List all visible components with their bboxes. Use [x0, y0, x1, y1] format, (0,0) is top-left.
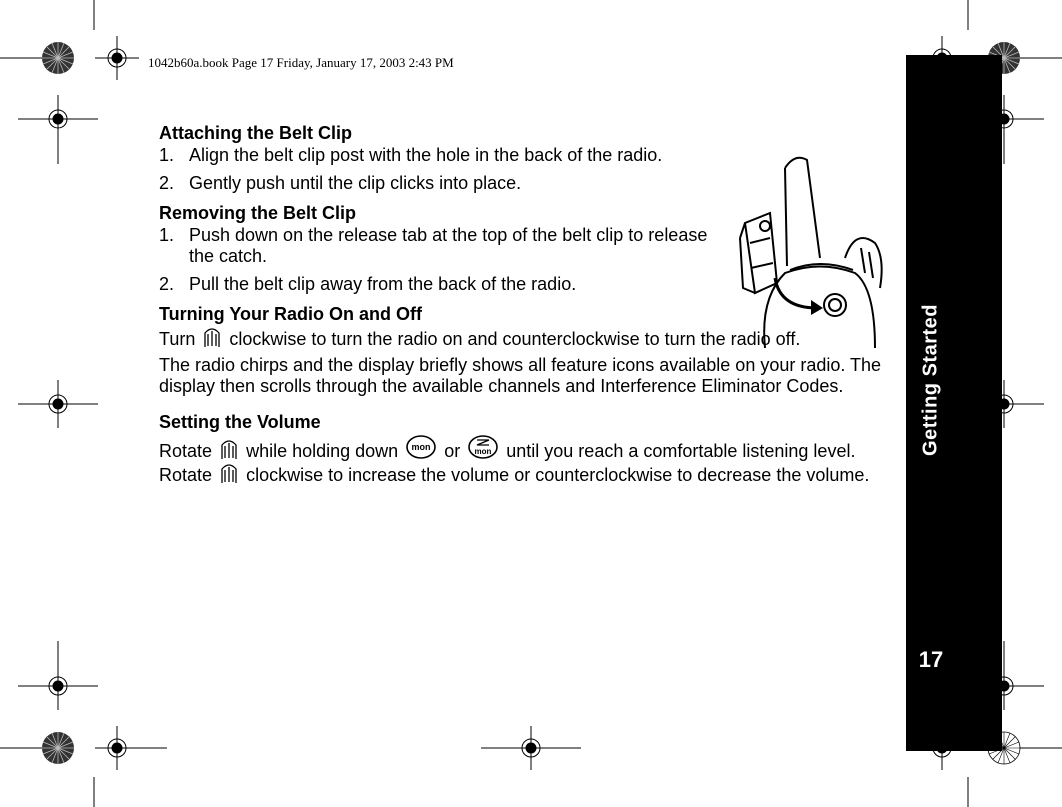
mon-label: mon [411, 442, 431, 452]
file-info-header: 1042b60a.book Page 17 Friday, January 17, 2003 2:43 PM [148, 55, 454, 70]
text-span: or [444, 441, 461, 461]
section-tab-title: Getting Started [919, 304, 942, 456]
step-number: 1. [159, 225, 175, 245]
text-span: clockwise to turn the radio on and counterclockwise to turn the radio off. [229, 329, 801, 349]
text-span: clockwise to increase the volume or counterclockwise to decrease the volume. [246, 465, 870, 485]
step-text: Gently push until the clip clicks into place. [189, 173, 522, 193]
text-span: Rotate [159, 441, 213, 461]
mon-label: mon [474, 447, 492, 456]
page-content [159, 121, 899, 491]
list-item [159, 145, 719, 166]
mon-alt-button-icon [467, 434, 499, 460]
text-span: Turn [159, 329, 196, 349]
mon-button-icon [405, 434, 437, 460]
text-span: until you reach a comfortable listening level. Rotate [159, 441, 856, 485]
power-paragraph: The radio chirps and the display briefly shows all feature icons available on your radio. The display then scrolls through the available channels and Interference Eliminator Codes. [159, 355, 882, 396]
volume-knob-icon [202, 326, 222, 348]
step-text: Align the belt clip post with the hole in the back of the radio. [189, 145, 663, 165]
list-item [159, 173, 719, 194]
text-span: while holding down [246, 441, 399, 461]
volume-knob-icon [219, 438, 239, 460]
attach-heading: Attaching the Belt Clip [159, 123, 352, 143]
step-number: 2. [159, 173, 175, 193]
list-item [159, 274, 719, 295]
attach-steps [159, 145, 719, 194]
step-number: 1. [159, 145, 175, 165]
volume-heading: Setting the Volume [159, 412, 321, 432]
step-text: Push down on the release tab at the top of the belt clip to release the catch. [189, 225, 708, 266]
remove-heading: Removing the Belt Clip [159, 203, 357, 223]
power-heading: Turning Your Radio On and Off [159, 304, 422, 324]
step-text: Pull the belt clip away from the back of the radio. [189, 274, 577, 294]
list-item [159, 225, 719, 267]
power-instruction [159, 326, 899, 350]
volume-instruction [159, 434, 899, 486]
page-number: 17 [918, 647, 944, 672]
step-number: 2. [159, 274, 175, 294]
remove-steps [159, 225, 719, 295]
volume-knob-icon [219, 462, 239, 484]
